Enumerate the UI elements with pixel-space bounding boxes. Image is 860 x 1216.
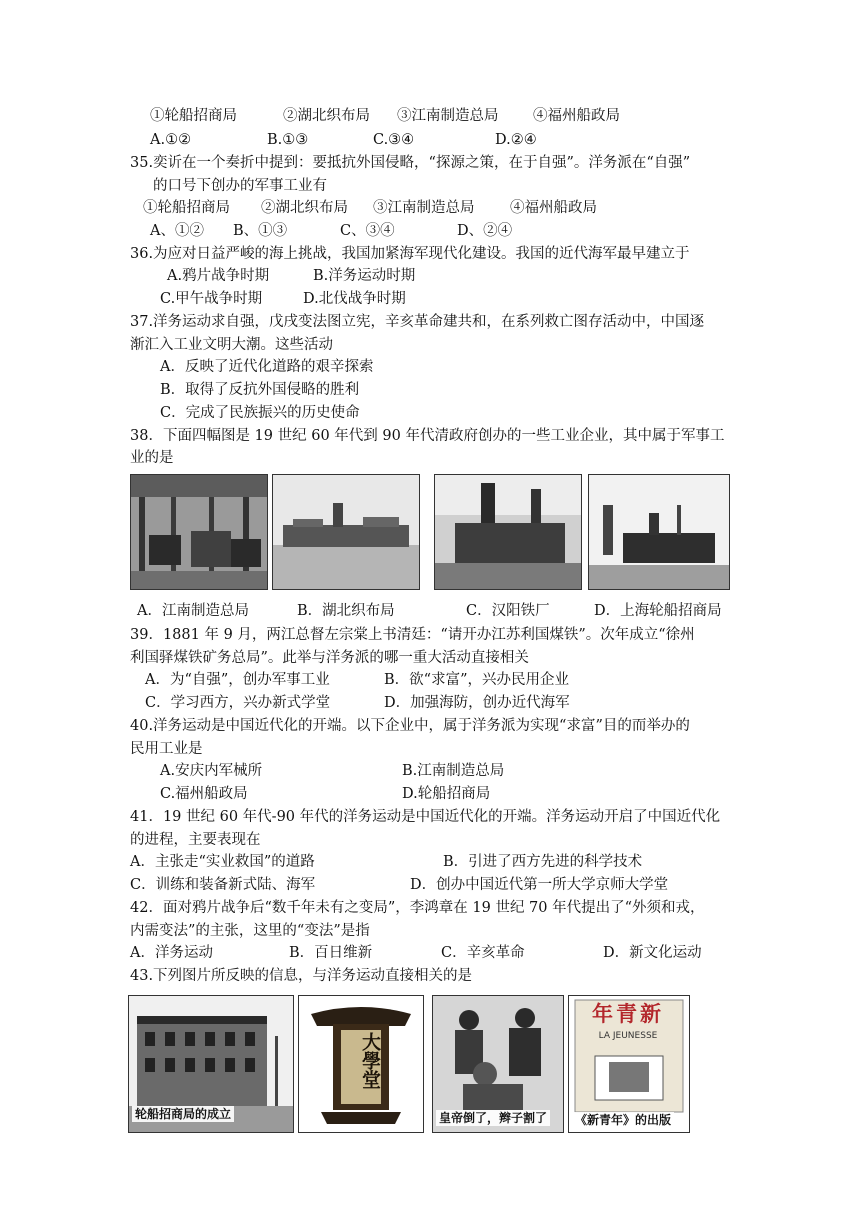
q39-option-c[interactable]: C．学习西方，兴办新式学堂 [145, 695, 331, 711]
q35-option-c[interactable]: C、③④ [340, 223, 395, 239]
q42-option-b[interactable]: B．百日维新 [289, 945, 373, 961]
q43-stem: 43.下列图片所反映的信息，与洋务运动直接相关的是 [130, 968, 473, 984]
q36-option-b[interactable]: B.洋务运动时期 [313, 268, 416, 284]
q38-stem-cont: 业的是 [130, 450, 174, 466]
q35-item: ①轮船招商局 [143, 200, 230, 216]
q40-stem: 40.洋务运动是中国近代化的开端。以下企业中，属于洋务派为实现“求富”目的而举办的 [130, 718, 690, 734]
q43-caption-2: 皇帝倒了，辫子割了 [436, 1110, 550, 1126]
q42-stem: 42．面对鸦片战争后“数千年未有之变局”，李鸿章在 19 世纪 70 年代提出了“外须和戎， [130, 900, 705, 916]
q38-photo-c-iron-works [434, 474, 582, 590]
q34-option-d[interactable]: D.②④ [495, 132, 537, 148]
q36-option-d[interactable]: D.北伐战争时期 [303, 291, 406, 307]
q35-stem: 35.奕䜣在一个奏折中提到：要抵抗外国侵略，“探源之策，在于自强”。洋务派在“自强” [130, 155, 691, 171]
q41-option-d[interactable]: D．创办中国近代第一所大学京师大学堂 [410, 877, 669, 893]
q39-option-b[interactable]: B．欲“求富”，兴办民用企业 [384, 672, 569, 688]
q35-option-d[interactable]: D、②④ [457, 223, 513, 239]
q43-plaque-text: 大學堂 [359, 1032, 381, 1089]
q37-stem-cont: 渐汇入工业文明大潮。这些活动 [130, 337, 333, 353]
q38-option-d[interactable]: D．上海轮船招商局 [594, 603, 722, 619]
q42-stem-cont: 内需变法”的主张，这里的“变法”是指 [130, 923, 370, 939]
q41-option-c[interactable]: C．训练和装备新式陆、海军 [130, 877, 316, 893]
q37-option-c[interactable]: C．完成了民族振兴的历史使命 [160, 405, 360, 421]
q42-option-d[interactable]: D．新文化运动 [603, 945, 702, 961]
q41-stem: 41．19 世纪 60 年代-90 年代的洋务运动是中国近代化的开端。洋务运动开启了中国近代化 [130, 809, 721, 825]
q38-photo-a-factory-interior [130, 474, 268, 590]
q35-option-b[interactable]: B、①③ [233, 223, 288, 239]
q43-magazine-subtitle: LA JEUNESSE [598, 1031, 658, 1041]
q40-option-a[interactable]: A.安庆内军械所 [160, 763, 263, 779]
q41-option-b[interactable]: B．引进了西方先进的科学技术 [443, 854, 643, 870]
q35-item: ④福州船政局 [510, 200, 597, 216]
q38-option-c[interactable]: C．汉阳铁厂 [466, 603, 550, 619]
q34-item: ①轮船招商局 [150, 108, 237, 124]
q35-item: ③江南制造总局 [373, 200, 475, 216]
q42-option-c[interactable]: C．辛亥革命 [441, 945, 525, 961]
q34-option-c[interactable]: C.③④ [373, 132, 415, 148]
q39-option-a[interactable]: A．为“自强”，创办军事工业 [145, 672, 330, 688]
q40-option-c[interactable]: C.福州船政局 [160, 786, 248, 802]
q40-option-d[interactable]: D.轮船招商局 [402, 786, 491, 802]
q35-option-a[interactable]: A、①② [150, 223, 204, 239]
q38-photo-d-steamship [588, 474, 730, 590]
q39-stem: 39．1881 年 9 月，两江总督左宗棠上书清廷：“请开办江苏利国煤铁”。次年成立“徐州 [130, 627, 695, 643]
q34-item: ②湖北织布局 [283, 108, 370, 124]
q40-option-b[interactable]: B.江南制造总局 [402, 763, 505, 779]
q36-stem: 36.为应对日益严峻的海上挑战，我国加紧海军现代化建设。我国的近代海军最早建立于 [130, 246, 690, 262]
q43-caption-3: 《新青年》的出版 [572, 1112, 674, 1128]
q37-option-b[interactable]: B．取得了反抗外国侵略的胜利 [160, 382, 360, 398]
q36-option-c[interactable]: C.甲午战争时期 [160, 291, 263, 307]
q37-stem: 37.洋务运动求自强，戊戌变法图立宪，辛亥革命建共和，在系列救亡图存活动中，中国逐 [130, 314, 705, 330]
q39-option-d[interactable]: D．加强海防，创办近代海军 [384, 695, 570, 711]
q43-caption-1: 轮船招商局的成立 [132, 1106, 234, 1122]
q41-stem-cont: 的进程，主要表现在 [130, 832, 261, 848]
q34-item: ③江南制造总局 [397, 108, 499, 124]
q35-stem-cont: 的口号下创办的军事工业有 [153, 178, 327, 194]
q39-stem-cont: 利国驿煤铁矿务总局”。此举与洋务派的哪一重大活动直接相关 [130, 650, 529, 666]
q38-photo-b-textile-mill [272, 474, 420, 590]
q43-magazine-title: 年青新 [592, 1001, 664, 1026]
q40-stem-cont: 民用工业是 [130, 741, 203, 757]
q34-option-b[interactable]: B.①③ [267, 132, 309, 148]
q37-option-a[interactable]: A．反映了近代化道路的艰辛探索 [160, 359, 374, 375]
q34-option-a[interactable]: A.①② [150, 132, 192, 148]
q38-option-b[interactable]: B．湖北织布局 [297, 603, 395, 619]
q38-option-a[interactable]: A．江南制造总局 [137, 603, 249, 619]
q42-option-a[interactable]: A．洋务运动 [130, 945, 213, 961]
q35-item: ②湖北织布局 [261, 200, 348, 216]
q36-option-a[interactable]: A.鸦片战争时期 [167, 268, 270, 284]
q41-option-a[interactable]: A．主张走“实业救国”的道路 [130, 854, 315, 870]
q34-item: ④福州船政局 [533, 108, 620, 124]
q38-stem: 38．下面四幅图是 19 世纪 60 年代到 90 年代清政府创办的一些工业企业，其中属于军事工 [130, 428, 725, 444]
